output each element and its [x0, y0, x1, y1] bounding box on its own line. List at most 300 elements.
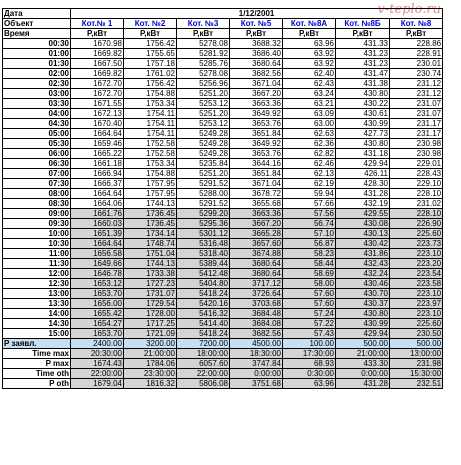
time-cell: 03:00 [3, 89, 71, 99]
value-cell: 1672.70 [71, 79, 124, 89]
stat-cell: 5806.08 [177, 379, 230, 389]
time-label: Время [3, 29, 71, 39]
value-cell: 5253.12 [177, 99, 230, 109]
value-cell: 231.12 [390, 89, 443, 99]
value-cell: 1729.54 [124, 299, 177, 309]
value-cell: 1756.42 [124, 79, 177, 89]
value-cell: 3688.32 [230, 39, 283, 49]
value-cell: 5249.28 [177, 149, 230, 159]
value-cell: 1734.14 [124, 229, 177, 239]
value-cell: 3651.84 [230, 169, 283, 179]
stat-cell: 232.51 [390, 379, 443, 389]
value-cell: 426.11 [336, 169, 390, 179]
stat-label: P oth [3, 379, 71, 389]
time-cell: 11:00 [3, 249, 71, 259]
value-cell: 3671.04 [230, 179, 283, 189]
stat-cell: 431.28 [336, 379, 390, 389]
table-row [3, 149, 443, 159]
value-cell: 430.80 [336, 139, 390, 149]
value-cell: 5251.20 [177, 169, 230, 179]
value-cell: 1731.07 [124, 289, 177, 299]
value-cell: 430.61 [336, 109, 390, 119]
value-cell: 3649.92 [230, 109, 283, 119]
time-cell: 12:30 [3, 279, 71, 289]
time-cell: 02:00 [3, 69, 71, 79]
watermark: v-teplo.ru [377, 2, 441, 17]
value-cell: 1752.58 [124, 139, 177, 149]
value-cell: 1654.27 [71, 319, 124, 329]
table-row [3, 319, 443, 329]
value-cell: 3667.20 [230, 89, 283, 99]
stat-cell: 3747.84 [230, 359, 283, 369]
time-cell: 07:30 [3, 179, 71, 189]
time-cell: 03:30 [3, 99, 71, 109]
value-cell: 1659.46 [71, 139, 124, 149]
table-row [3, 89, 443, 99]
time-cell: 10:30 [3, 239, 71, 249]
date-value: 1/12/2001 [71, 9, 443, 19]
value-cell: 430.80 [336, 309, 390, 319]
value-cell: 229.01 [390, 159, 443, 169]
time-cell: 07:00 [3, 169, 71, 179]
value-cell: 430.99 [336, 119, 390, 129]
value-cell: 5299.20 [177, 209, 230, 219]
power-table [2, 8, 443, 389]
value-cell: 230.01 [390, 59, 443, 69]
value-cell: 427.73 [336, 129, 390, 139]
value-cell: 1671.55 [71, 99, 124, 109]
stat-row [3, 349, 443, 359]
value-cell: 1649.66 [71, 259, 124, 269]
value-cell: 3671.04 [230, 79, 283, 89]
column-header: Кот. №8 [390, 19, 443, 29]
table-row [3, 299, 443, 309]
time-cell: 08:00 [3, 189, 71, 199]
object-row [3, 19, 443, 29]
value-cell: 3667.20 [230, 219, 283, 229]
value-cell: 223.73 [390, 239, 443, 249]
value-cell: 5291.52 [177, 179, 230, 189]
value-cell: 1753.34 [124, 99, 177, 109]
value-cell: 430.13 [336, 229, 390, 239]
value-cell: 56.74 [283, 219, 336, 229]
time-cell: 02:30 [3, 79, 71, 89]
value-cell: 231.17 [390, 119, 443, 129]
value-cell: 3663.36 [230, 99, 283, 109]
value-cell: 1672.13 [71, 109, 124, 119]
unit-header: P,кВт [124, 29, 177, 39]
value-cell: 3680.64 [230, 259, 283, 269]
time-cell: 01:00 [3, 49, 71, 59]
time-cell: 06:30 [3, 159, 71, 169]
table-row [3, 279, 443, 289]
value-cell: 223.97 [390, 299, 443, 309]
value-cell: 1670.40 [71, 119, 124, 129]
value-cell: 1653.70 [71, 289, 124, 299]
stat-cell: 15:30:00 [390, 369, 443, 379]
value-cell: 62.63 [283, 129, 336, 139]
value-cell: 228.10 [390, 209, 443, 219]
value-cell: 57.24 [283, 309, 336, 319]
table-row [3, 159, 443, 169]
value-cell: 1664.64 [71, 239, 124, 249]
value-cell: 3653.76 [230, 119, 283, 129]
column-header: Кот. №2 [124, 19, 177, 29]
stat-cell: 3751.68 [230, 379, 283, 389]
value-cell: 430.37 [336, 299, 390, 309]
time-cell: 14:00 [3, 309, 71, 319]
value-cell: 430.99 [336, 319, 390, 329]
value-cell: 1757.18 [124, 59, 177, 69]
stat-cell: 18:30:00 [230, 349, 283, 359]
value-cell: 231.12 [390, 79, 443, 89]
stat-cell: 2400.00 [71, 339, 124, 349]
value-cell: 3680.64 [230, 269, 283, 279]
value-cell: 226.90 [390, 219, 443, 229]
unit-header: P,кВт [336, 29, 390, 39]
value-cell: 62.13 [283, 169, 336, 179]
stat-cell: 13:00:00 [390, 349, 443, 359]
value-cell: 5256.96 [177, 79, 230, 89]
table-row [3, 189, 443, 199]
value-cell: 5414.40 [177, 319, 230, 329]
value-cell: 1761.02 [124, 69, 177, 79]
value-cell: 1728.00 [124, 309, 177, 319]
value-cell: 430.80 [336, 89, 390, 99]
value-cell: 5285.76 [177, 59, 230, 69]
value-cell: 57.10 [283, 229, 336, 239]
value-cell: 223.20 [390, 259, 443, 269]
value-cell: 5253.12 [177, 119, 230, 129]
value-cell: 430.22 [336, 99, 390, 109]
stat-cell: 3200.00 [124, 339, 177, 349]
stat-cell: 4500.00 [230, 339, 283, 349]
table-row [3, 49, 443, 59]
value-cell: 1755.65 [124, 49, 177, 59]
stat-label: Time oth [3, 369, 71, 379]
value-cell: 1744.13 [124, 199, 177, 209]
value-cell: 63.00 [283, 119, 336, 129]
value-cell: 1664.64 [71, 189, 124, 199]
value-cell: 228.86 [390, 39, 443, 49]
column-header: Кот.№ 1 [71, 19, 124, 29]
value-cell: 3653.76 [230, 149, 283, 159]
value-cell: 230.98 [390, 139, 443, 149]
value-cell: 5295.36 [177, 219, 230, 229]
time-cell: 15:00 [3, 329, 71, 339]
value-cell: 5389.44 [177, 259, 230, 269]
value-cell: 3684.08 [230, 319, 283, 329]
value-cell: 5420.16 [177, 299, 230, 309]
stat-cell: 22:00:00 [71, 369, 124, 379]
value-cell: 3649.92 [230, 139, 283, 149]
column-header: Кот. №8А [283, 19, 336, 29]
value-cell: 429.94 [336, 159, 390, 169]
value-cell: 228.43 [390, 169, 443, 179]
date-row [3, 9, 443, 19]
stat-cell: 23:30:00 [124, 369, 177, 379]
stat-cell: 18:00:00 [177, 349, 230, 359]
value-cell: 1651.39 [71, 229, 124, 239]
value-cell: 63.09 [283, 109, 336, 119]
value-cell: 5278.08 [177, 69, 230, 79]
time-cell: 13:00 [3, 289, 71, 299]
object-label: Объект [3, 19, 71, 29]
table-row [3, 179, 443, 189]
value-cell: 5251.20 [177, 89, 230, 99]
value-cell: 5249.28 [177, 139, 230, 149]
value-cell: 1664.06 [71, 199, 124, 209]
value-cell: 3657.60 [230, 239, 283, 249]
stat-cell: 0:30:00 [283, 369, 336, 379]
value-cell: 1754.11 [124, 119, 177, 129]
table-row [3, 219, 443, 229]
stat-label: P заявл. [3, 339, 71, 349]
value-cell: 63.24 [283, 89, 336, 99]
value-cell: 5281.92 [177, 49, 230, 59]
value-cell: 228.10 [390, 189, 443, 199]
value-cell: 231.02 [390, 199, 443, 209]
value-cell: 229.10 [390, 179, 443, 189]
value-cell: 3682.56 [230, 69, 283, 79]
value-cell: 3663.36 [230, 209, 283, 219]
value-cell: 1664.64 [71, 129, 124, 139]
table-row [3, 139, 443, 149]
value-cell: 231.07 [390, 109, 443, 119]
stat-cell: 1674.43 [71, 359, 124, 369]
stat-cell: 63.96 [283, 379, 336, 389]
table-row [3, 209, 443, 219]
table-row [3, 129, 443, 139]
stat-row [3, 359, 443, 369]
value-cell: 431.28 [336, 189, 390, 199]
table-row [3, 289, 443, 299]
value-cell: 3682.56 [230, 329, 283, 339]
unit-header: P,кВт [390, 29, 443, 39]
time-cell: 00:30 [3, 39, 71, 49]
stat-cell: 22:00:00 [177, 369, 230, 379]
value-cell: 430.42 [336, 239, 390, 249]
value-cell: 1736.45 [124, 219, 177, 229]
value-cell: 1733.38 [124, 269, 177, 279]
value-cell: 1717.25 [124, 319, 177, 329]
value-cell: 1754.11 [124, 109, 177, 119]
value-cell: 1751.04 [124, 249, 177, 259]
value-cell: 62.43 [283, 79, 336, 89]
time-cell: 14:30 [3, 319, 71, 329]
stat-cell: 500.00 [390, 339, 443, 349]
value-cell: 1670.98 [71, 39, 124, 49]
value-cell: 1753.34 [124, 159, 177, 169]
time-cell: 04:30 [3, 119, 71, 129]
value-cell: 1727.23 [124, 279, 177, 289]
value-cell: 428.30 [336, 179, 390, 189]
value-cell: 225.60 [390, 229, 443, 239]
value-cell: 1721.09 [124, 329, 177, 339]
stat-cell: 1784.06 [124, 359, 177, 369]
value-cell: 63.92 [283, 49, 336, 59]
value-cell: 57.56 [283, 209, 336, 219]
value-cell: 1656.58 [71, 249, 124, 259]
value-cell: 429.94 [336, 329, 390, 339]
value-cell: 223.58 [390, 279, 443, 289]
value-cell: 57.22 [283, 319, 336, 329]
value-cell: 58.00 [283, 279, 336, 289]
value-cell: 1744.13 [124, 259, 177, 269]
table-row [3, 199, 443, 209]
value-cell: 5418.24 [177, 289, 230, 299]
value-cell: 431.86 [336, 249, 390, 259]
stat-row [3, 339, 443, 349]
value-cell: 1757.95 [124, 189, 177, 199]
stat-label: Time max [3, 349, 71, 359]
stat-row [3, 379, 443, 389]
value-cell: 62.19 [283, 179, 336, 189]
table-row [3, 329, 443, 339]
value-cell: 430.46 [336, 279, 390, 289]
value-cell: 5318.40 [177, 249, 230, 259]
unit-header: P,кВт [177, 29, 230, 39]
value-cell: 431.47 [336, 69, 390, 79]
date-label: Дата [3, 9, 71, 19]
value-cell: 431.23 [336, 59, 390, 69]
table-row [3, 109, 443, 119]
value-cell: 230.74 [390, 69, 443, 79]
table-row [3, 309, 443, 319]
stat-cell: 100.00 [283, 339, 336, 349]
value-cell: 57.60 [283, 299, 336, 309]
value-cell: 223.10 [390, 309, 443, 319]
unit-header: P,кВт [71, 29, 124, 39]
stat-cell: 68.93 [283, 359, 336, 369]
column-header: Кот. №8Б [336, 19, 390, 29]
time-cell: 01:30 [3, 59, 71, 69]
value-cell: 62.40 [283, 69, 336, 79]
stat-cell: 0:00:00 [336, 369, 390, 379]
value-cell: 432.43 [336, 259, 390, 269]
table-row [3, 39, 443, 49]
value-cell: 3680.64 [230, 59, 283, 69]
value-cell: 5416.32 [177, 309, 230, 319]
value-cell: 431.38 [336, 79, 390, 89]
stat-cell: 6057.60 [177, 359, 230, 369]
unit-row [3, 29, 443, 39]
value-cell: 230.50 [390, 329, 443, 339]
value-cell: 58.23 [283, 249, 336, 259]
stat-label: P max [3, 359, 71, 369]
value-cell: 5412.48 [177, 269, 230, 279]
value-cell: 3644.16 [230, 159, 283, 169]
value-cell: 432.24 [336, 269, 390, 279]
value-cell: 429.55 [336, 209, 390, 219]
value-cell: 225.60 [390, 319, 443, 329]
value-cell: 63.92 [283, 59, 336, 69]
value-cell: 1653.70 [71, 329, 124, 339]
table-row [3, 99, 443, 109]
value-cell: 1752.58 [124, 149, 177, 159]
value-cell: 58.44 [283, 259, 336, 269]
value-cell: 56.87 [283, 239, 336, 249]
value-cell: 231.07 [390, 99, 443, 109]
stat-cell: 0:00:00 [230, 369, 283, 379]
value-cell: 5418.24 [177, 329, 230, 339]
value-cell: 1646.78 [71, 269, 124, 279]
stat-cell: 1816.32 [124, 379, 177, 389]
table-row [3, 239, 443, 249]
value-cell: 1736.45 [124, 209, 177, 219]
value-cell: 5291.52 [177, 199, 230, 209]
value-cell: 3703.68 [230, 299, 283, 309]
value-cell: 1754.88 [124, 169, 177, 179]
value-cell: 62.82 [283, 149, 336, 159]
value-cell: 1666.94 [71, 169, 124, 179]
value-cell: 62.36 [283, 139, 336, 149]
time-cell: 11:30 [3, 259, 71, 269]
value-cell: 431.18 [336, 149, 390, 159]
value-cell: 431.33 [336, 39, 390, 49]
stat-cell: 433.30 [336, 359, 390, 369]
stat-cell: 20:30:00 [71, 349, 124, 359]
time-cell: 10:00 [3, 229, 71, 239]
value-cell: 57.66 [283, 199, 336, 209]
value-cell: 5301.12 [177, 229, 230, 239]
value-cell: 3651.84 [230, 129, 283, 139]
value-cell: 3726.64 [230, 289, 283, 299]
table-row [3, 229, 443, 239]
time-cell: 05:00 [3, 129, 71, 139]
time-cell: 13:30 [3, 299, 71, 309]
value-cell: 5316.48 [177, 239, 230, 249]
value-cell: 228.91 [390, 49, 443, 59]
value-cell: 1667.50 [71, 59, 124, 69]
value-cell: 5235.84 [177, 159, 230, 169]
unit-header: P,кВт [283, 29, 336, 39]
value-cell: 1672.70 [71, 89, 124, 99]
value-cell: 5251.20 [177, 109, 230, 119]
table-row [3, 249, 443, 259]
value-cell: 5288.00 [177, 189, 230, 199]
stat-cell: 17:30:00 [283, 349, 336, 359]
value-cell: 1665.22 [71, 149, 124, 159]
value-cell: 63.96 [283, 39, 336, 49]
table-row [3, 119, 443, 129]
stat-cell: 1679.04 [71, 379, 124, 389]
value-cell: 430.08 [336, 219, 390, 229]
value-cell: 57.60 [283, 289, 336, 299]
stat-cell: 231.98 [390, 359, 443, 369]
table-row [3, 259, 443, 269]
time-cell: 09:30 [3, 219, 71, 229]
value-cell: 3665.28 [230, 229, 283, 239]
value-cell: 1660.03 [71, 219, 124, 229]
value-cell: 223.10 [390, 289, 443, 299]
value-cell: 1661.18 [71, 159, 124, 169]
value-cell: 62.46 [283, 159, 336, 169]
value-cell: 1669.82 [71, 69, 124, 79]
value-cell: 1661.76 [71, 209, 124, 219]
value-cell: 5249.28 [177, 129, 230, 139]
time-cell: 06:00 [3, 149, 71, 159]
value-cell: 1754.11 [124, 129, 177, 139]
table-row [3, 79, 443, 89]
value-cell: 59.94 [283, 189, 336, 199]
value-cell: 57.43 [283, 329, 336, 339]
value-cell: 431.23 [336, 49, 390, 59]
table-row [3, 69, 443, 79]
value-cell: 1653.12 [71, 279, 124, 289]
stat-cell: 7200.00 [177, 339, 230, 349]
value-cell: 223.10 [390, 249, 443, 259]
